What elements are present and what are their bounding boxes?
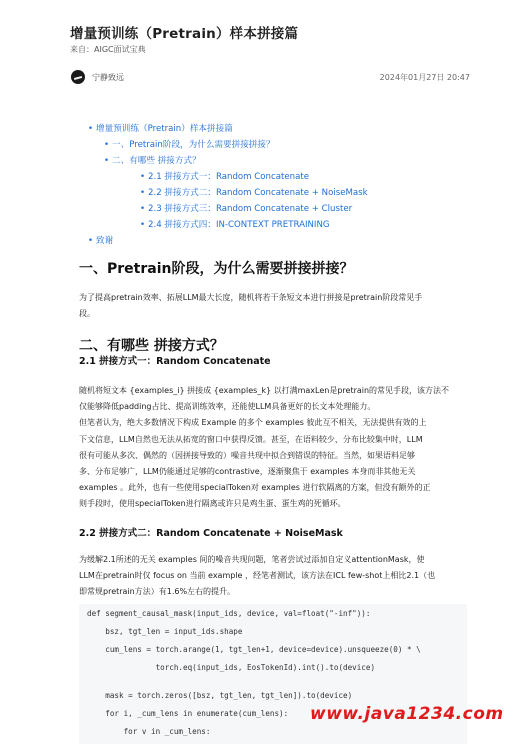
bullet-icon: • xyxy=(140,188,146,198)
article-title: 增量预训练（Pretrain）样本拼接篇 xyxy=(70,26,299,42)
author-name[interactable]: 宁静致远 xyxy=(92,73,124,82)
code-line: cum_lens = torch.arange(1, tgt_len+1, device=device).unsqueeze(0) * \ xyxy=(87,645,421,654)
bullet-icon: • xyxy=(104,156,110,166)
toc-item[interactable]: • 2.2 拼接方式二：Random Concatenate + NoiseMask xyxy=(88,185,368,201)
toc-item[interactable]: • 2.1 拼接方式一：Random Concatenate xyxy=(88,169,368,185)
toc-item[interactable]: • 二、有哪些 拼接方式？ xyxy=(88,153,368,169)
bullet-icon: • xyxy=(140,172,146,182)
toc-item[interactable]: • 增量预训练（Pretrain）样本拼接篇 xyxy=(88,121,368,137)
toc-item[interactable]: • 2.3 拼接方式三：Random Concatenate + Cluster xyxy=(88,201,368,217)
toc-item[interactable]: • 一、Pretrain阶段，为什么需要拼接拼接？ xyxy=(88,137,368,153)
code-line: mask = torch.zeros([bsz, tgt_len, tgt_len]).to(device) xyxy=(87,691,353,700)
section-heading: 二、有哪些 拼接方式？ xyxy=(79,338,224,354)
code-line: for i, _cum_lens in enumerate(cum_lens): xyxy=(87,709,289,718)
code-line: bsz, tgt_len = input_ids.shape xyxy=(87,627,243,636)
bullet-icon: • xyxy=(88,124,94,134)
bullet-icon: • xyxy=(140,220,146,230)
bullet-icon: • xyxy=(88,236,94,246)
toc-item[interactable]: • 2.4 拼接方式四：IN-CONTEXT PRETRAINING xyxy=(88,217,368,233)
article-source: 来自：AIGC面试宝典 xyxy=(70,45,146,54)
toc-item[interactable]: • 致谢 xyxy=(88,233,368,249)
table-of-contents xyxy=(88,121,368,249)
avatar[interactable] xyxy=(71,70,85,84)
paragraph: 为了提高pretrain效率、拓展LLM最大长度，随机将若干条短文本进行拼接是pretrain阶段常见手 段。 xyxy=(79,293,423,319)
bullet-icon: • xyxy=(140,204,146,214)
paragraph: 随机将短文本 {examples_i} 拼接成 {examples_k} 以打满maxLen是pretrain的常见手段，该方法不 仅能够降低padding占比、提高训练效率，还能使LLM具备更好的长文本处理能力。 但笔者认为，绝大多数情况下构成 Example 的多个 examples 彼此互不相关，无法提供有效的上 下文信息，LLM自然也无法从拓宽的窗口中获得反馈。甚至，在语料较少、分布比较集中时，LLM 很有可能从多次、偶然的（因拼接导致的）噪音共现中拟合到错误的特征。当然，如果语料足够 多、分布足够广，LLM仍能通过足够的contrastive，逐渐聚焦于 examples 本身而非其他无关 examples 。此外，也有一些使用specialToken对 examples 进行软隔离的方案，但没有额外的正 则手段时，使用specialToken进行隔离或许只是鸡生蛋、蛋生鸡的死循环。 xyxy=(79,386,450,509)
paragraph: 为缓解2.1所述的无关 examples 间的噪音共现问题，笔者尝试过添加自定义attentionMask，使 LLM在pretrain时仅 focus on 当前 example ，经笔者测试，该方法在ICL few-shot上相比2.1（也 即常规pretrain方法）有1.6%左右的提升。 xyxy=(79,555,436,597)
bullet-icon: • xyxy=(104,140,110,150)
code-line: def segment_causal_mask(input_ids, device, val=float("-inf")): xyxy=(87,609,371,618)
watermark: www.java1234.com xyxy=(310,704,504,724)
code-line: torch.eq(input_ids, EosTokenId).int().to(device) xyxy=(87,663,376,672)
section-heading: 一、Pretrain阶段，为什么需要拼接拼接？ xyxy=(79,261,354,277)
subsection-heading: 2.2 拼接方式二：Random Concatenate + NoiseMask xyxy=(79,528,343,539)
subsection-heading: 2.1 拼接方式一：Random Concatenate xyxy=(79,356,271,367)
publish-date: 2024年01月27日 20:47 xyxy=(379,73,470,82)
code-line: for v in _cum_lens: xyxy=(87,727,211,736)
